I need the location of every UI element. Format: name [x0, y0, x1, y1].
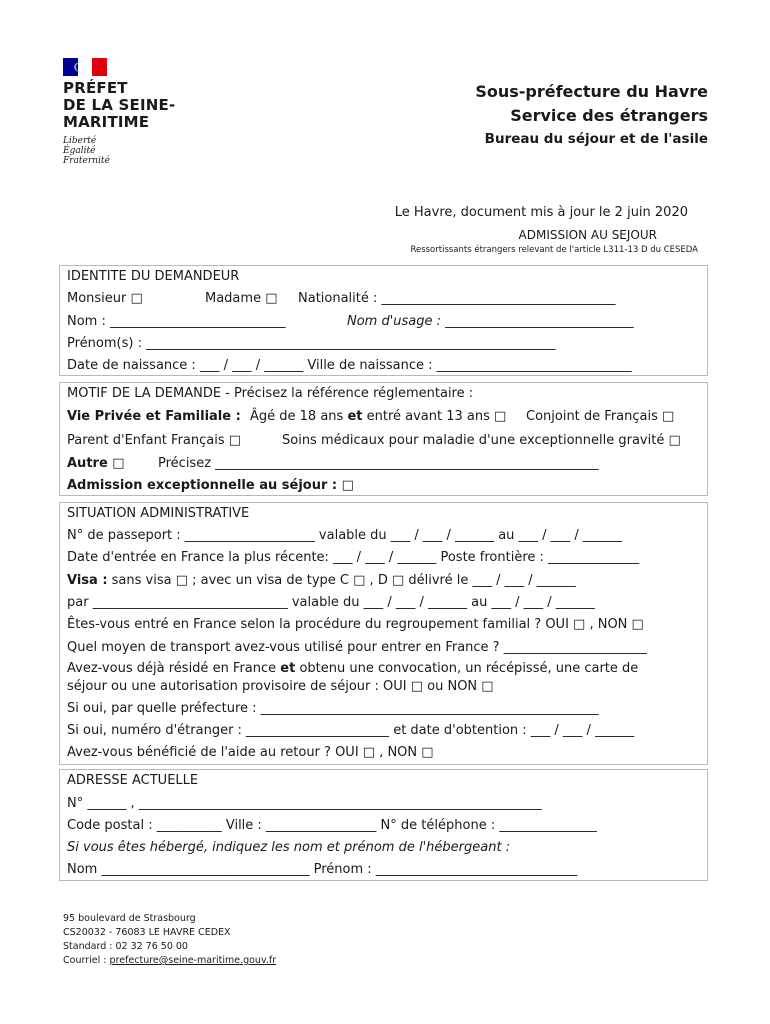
nom-usage-field[interactable]: Nom d'usage : _____________________________: [347, 314, 634, 329]
regroupement-question[interactable]: Êtes-vous entré en France selon la procédure du regroupement familial ? OUI □ , NON □: [67, 617, 644, 632]
logo-motto: Liberté Égalité Fraternité: [63, 136, 110, 166]
exceptionnelle-checkbox[interactable]: Admission exceptionnelle au séjour : □: [67, 478, 354, 493]
passeport-field[interactable]: N° de passeport : ____________________ valable du ___ / ___ / ______ au ___ / ___ / ______: [67, 528, 622, 543]
nom-field[interactable]: Nom : ___________________________: [67, 314, 286, 329]
office-header: [475, 80, 708, 150]
parent-checkbox[interactable]: Parent d'Enfant Français □: [67, 433, 242, 448]
identite-title: IDENTITE DU DEMANDEUR: [67, 269, 240, 284]
reside-question-line2[interactable]: séjour ou une autorisation provisoire de séjour : OUI □ ou NON □: [67, 679, 494, 694]
age-checkbox[interactable]: Âgé de 18 ans et entré avant 13 ans □: [250, 409, 507, 424]
transport-field[interactable]: Quel moyen de transport avez-vous utilisé pour entrer en France ? ______________________: [67, 640, 647, 655]
adresse-numero-field[interactable]: N° ______ , ______________________________________________________________: [67, 796, 542, 811]
naissance-field[interactable]: Date de naissance : ___ / ___ / ______ Ville de naissance : ______________________________: [67, 358, 632, 373]
visa-field[interactable]: Visa : sans visa □ ; avec un visa de type C □ , D □ délivré le ___ / ___ / ______: [67, 573, 576, 588]
situation-section: [59, 502, 708, 765]
logo-text: PRÉFET DE LA SEINE- MARITIME: [63, 79, 176, 131]
nationalite-field[interactable]: Nationalité : ____________________________________: [298, 291, 616, 306]
adresse-section: [59, 769, 708, 881]
footer-line2: CS20032 - 76083 LE HAVRE CEDEX: [63, 927, 231, 938]
footer-address: [63, 912, 276, 968]
prefet-logo: [63, 58, 193, 166]
document-subtitle: Ressortissants étrangers relevant de l'article L311-13 D du CESEDA: [410, 245, 698, 255]
identite-section: [59, 265, 708, 376]
document-title: ADMISSION AU SEJOUR: [518, 228, 657, 242]
conjoint-checkbox[interactable]: Conjoint de Français □: [526, 409, 675, 424]
aide-retour-question[interactable]: Avez-vous bénéficié de l'aide au retour ? OUI □ , NON □: [67, 745, 434, 760]
document-date: Le Havre, document mis à jour le 2 juin 2020: [394, 205, 688, 220]
motif-title: MOTIF DE LA DEMANDE - Précisez la référence réglementaire :: [67, 386, 474, 401]
email-link[interactable]: prefecture@seine-maritime.gouv.fr: [109, 955, 277, 966]
hebergeant-field[interactable]: Nom ________________________________ Prénom : _______________________________: [67, 862, 578, 877]
header-title1: Sous-préfecture du Havre: [475, 82, 708, 101]
situation-title: SITUATION ADMINISTRATIVE: [67, 506, 250, 521]
prefecture-field[interactable]: Si oui, par quelle préfecture : ____________________________________________________: [67, 701, 599, 716]
footer-line4: Courriel : prefecture@seine-maritime.gouv.fr: [63, 955, 277, 966]
monsieur-checkbox[interactable]: Monsieur □: [67, 291, 143, 306]
marianne-flag-icon: [63, 58, 107, 76]
prenom-field[interactable]: Prénom(s) : _______________________________________________________________: [67, 336, 556, 351]
motif-section: [59, 382, 708, 496]
madame-checkbox[interactable]: Madame □: [205, 291, 278, 306]
par-field[interactable]: par ______________________________ valable du ___ / ___ / ______ au ___ / ___ / ______: [67, 595, 595, 610]
code-postal-field[interactable]: Code postal : __________ Ville : _________________ N° de téléphone : _______________: [67, 818, 597, 833]
soins-checkbox[interactable]: Soins médicaux pour maladie d'une exceptionnelle gravité □: [282, 433, 681, 448]
header-title2: Service des étrangers: [510, 106, 708, 125]
autre-checkbox[interactable]: Autre □: [67, 456, 125, 471]
adresse-title: ADRESSE ACTUELLE: [67, 773, 199, 788]
footer-line3: Standard : 02 32 76 50 00: [63, 941, 188, 952]
numero-etranger-field[interactable]: Si oui, numéro d'étranger : ______________________ et date d'obtention : ___ / ___ / ______: [67, 723, 635, 738]
heberge-note: Si vous êtes hébergé, indiquez les nom et prénom de l'hébergeant :: [67, 840, 511, 855]
reside-question[interactable]: Avez-vous déjà résidé en France et obtenu une convocation, un récépissé, une carte de: [67, 661, 639, 676]
header-title3: Bureau du séjour et de l'asile: [484, 131, 708, 147]
entree-field[interactable]: Date d'entrée en France la plus récente: ___ / ___ / ______ Poste frontière : ______________: [67, 550, 640, 565]
precisez-field[interactable]: Précisez ___________________________________________________________: [158, 456, 599, 471]
vpf-label: Vie Privée et Familiale :: [67, 409, 241, 424]
footer-line1: 95 boulevard de Strasbourg: [63, 913, 196, 924]
